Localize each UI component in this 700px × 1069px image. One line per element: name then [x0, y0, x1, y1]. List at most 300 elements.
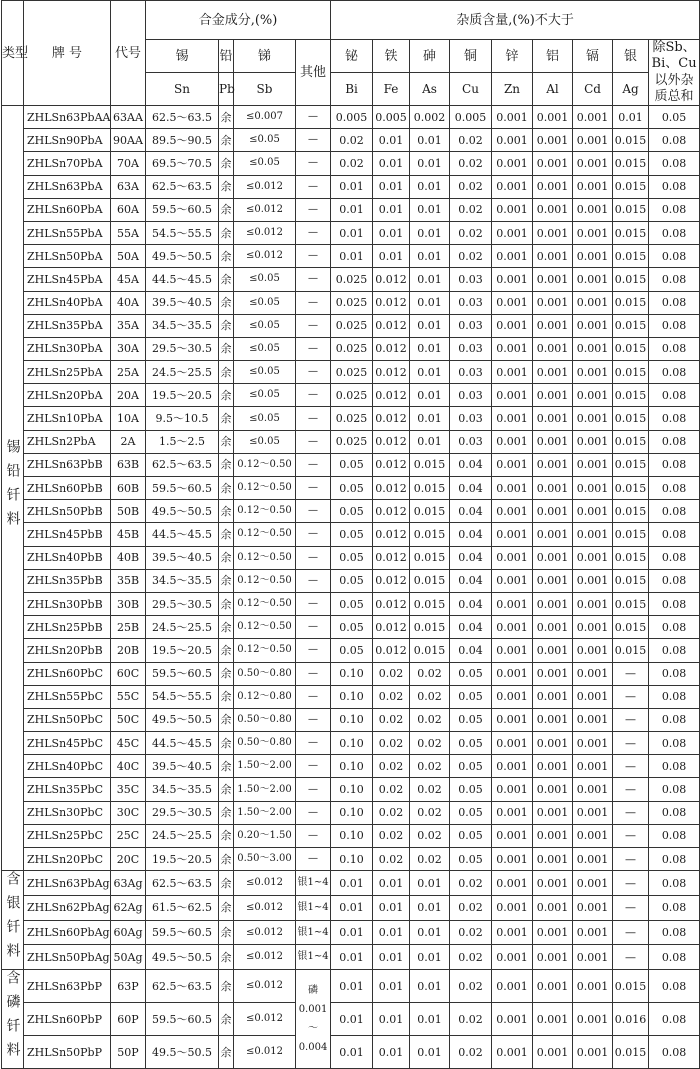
cd-cell: 0.001	[573, 848, 613, 871]
cu-cell: 0.03	[450, 407, 492, 430]
sn-cell: 62.5～63.5	[146, 871, 219, 896]
al-cell: 0.001	[533, 685, 573, 708]
code-cell: 20C	[111, 848, 146, 871]
fe-cell: 0.01	[373, 895, 410, 920]
fe-cell: 0.02	[373, 848, 410, 871]
sb-cell: ≤0.05	[234, 361, 296, 384]
grade-cell: ZHLSn25PbC	[24, 824, 111, 847]
cu-cell: 0.05	[450, 685, 492, 708]
as-cell: 0.01	[410, 129, 450, 152]
code-cell: 60A	[111, 198, 146, 221]
cd-cell: 0.001	[573, 245, 613, 268]
sn-cell: 62.5～63.5	[146, 970, 219, 1003]
sb-cell: 0.12～0.50	[234, 546, 296, 569]
other-cell: —	[296, 546, 331, 569]
zn-cell: 0.001	[492, 477, 533, 500]
cd-cell: 0.001	[573, 755, 613, 778]
as-cell: 0.02	[410, 778, 450, 801]
grade-cell: ZHLSn63PbAA	[24, 106, 111, 129]
ag-cell: 0.015	[613, 616, 649, 639]
fe-cell: 0.01	[373, 175, 410, 198]
zn-cell: 0.001	[492, 970, 533, 1003]
al-cell: 0.001	[533, 198, 573, 221]
bi-cell: 0.02	[331, 129, 373, 152]
bi-cell: 0.02	[331, 152, 373, 175]
bi-cell: 0.01	[331, 198, 373, 221]
sb-cell: ≤0.012	[234, 1003, 296, 1036]
sn-cell: 29.5～30.5	[146, 337, 219, 360]
cu-cell: 0.04	[450, 546, 492, 569]
grade-cell: ZHLSn50PbP	[24, 1036, 111, 1069]
table-row	[2, 314, 700, 337]
grade-cell: ZHLSn45PbB	[24, 523, 111, 546]
cu-cell: 0.02	[450, 871, 492, 896]
fe-cell: 0.02	[373, 685, 410, 708]
code-cell: 50P	[111, 1036, 146, 1069]
zn-cell: 0.001	[492, 945, 533, 970]
header-type: 类型	[2, 1, 24, 106]
al-cell: 0.001	[533, 407, 573, 430]
grade-cell: ZHLSn63PbP	[24, 970, 111, 1003]
cu-cell: 0.04	[450, 616, 492, 639]
as-cell: 0.01	[410, 198, 450, 221]
zn-cell: 0.001	[492, 616, 533, 639]
al-cell: 0.001	[533, 546, 573, 569]
table-row	[2, 1003, 700, 1036]
cu-cell: 0.04	[450, 500, 492, 523]
code-cell: 45A	[111, 268, 146, 291]
fe-cell: 0.012	[373, 430, 410, 453]
sn-cell: 59.5～60.5	[146, 662, 219, 685]
cu-cell: 0.02	[450, 970, 492, 1003]
zn-cell: 0.001	[492, 361, 533, 384]
zn-cell: 0.001	[492, 1003, 533, 1036]
cu-cell: 0.05	[450, 732, 492, 755]
total-impurity-cell: 0.08	[649, 895, 700, 920]
cd-cell: 0.001	[573, 708, 613, 731]
pb-cell: 余	[219, 384, 234, 407]
fe-cell: 0.012	[373, 361, 410, 384]
cu-cell: 0.02	[450, 245, 492, 268]
zn-cell: 0.001	[492, 1036, 533, 1069]
cd-cell: 0.001	[573, 129, 613, 152]
sn-cell: 34.5～35.5	[146, 569, 219, 592]
header-cd: Cd	[573, 73, 613, 106]
sn-cell: 62.5～63.5	[146, 106, 219, 129]
sb-cell: ≤0.012	[234, 871, 296, 896]
code-cell: 63B	[111, 453, 146, 476]
code-cell: 20B	[111, 639, 146, 662]
pb-cell: 余	[219, 221, 234, 244]
cu-cell: 0.02	[450, 1036, 492, 1069]
al-cell: 0.001	[533, 639, 573, 662]
sb-cell: 0.50～0.80	[234, 708, 296, 731]
sb-cell: ≤0.012	[234, 198, 296, 221]
al-cell: 0.001	[533, 500, 573, 523]
al-cell: 0.001	[533, 970, 573, 1003]
bi-cell: 0.10	[331, 732, 373, 755]
other-cell: —	[296, 523, 331, 546]
cu-cell: 0.02	[450, 198, 492, 221]
cu-cell: 0.02	[450, 920, 492, 945]
total-impurity-cell: 0.08	[649, 708, 700, 731]
zn-cell: 0.001	[492, 755, 533, 778]
al-cell: 0.001	[533, 871, 573, 896]
header-aluminium: 铝	[533, 40, 573, 73]
pb-cell: 余	[219, 523, 234, 546]
as-cell: 0.01	[410, 152, 450, 175]
pb-cell: 余	[219, 685, 234, 708]
cd-cell: 0.001	[573, 152, 613, 175]
table-row	[2, 732, 700, 755]
total-impurity-cell: 0.08	[649, 291, 700, 314]
sb-cell: 0.12～0.80	[234, 685, 296, 708]
total-impurity-cell: 0.08	[649, 801, 700, 824]
sb-cell: ≤0.05	[234, 407, 296, 430]
as-cell: 0.01	[410, 970, 450, 1003]
fe-cell: 0.012	[373, 453, 410, 476]
total-impurity-cell: 0.08	[649, 477, 700, 500]
sb-cell: 0.50～0.80	[234, 732, 296, 755]
fe-cell: 0.01	[373, 129, 410, 152]
cd-cell: 0.001	[573, 384, 613, 407]
header-cu: Cu	[450, 73, 492, 106]
fe-cell: 0.012	[373, 500, 410, 523]
code-cell: 70A	[111, 152, 146, 175]
grade-cell: ZHLSn63PbB	[24, 453, 111, 476]
code-cell: 50C	[111, 708, 146, 731]
zn-cell: 0.001	[492, 569, 533, 592]
ag-cell: —	[613, 708, 649, 731]
sb-cell: 0.12～0.50	[234, 453, 296, 476]
zn-cell: 0.001	[492, 824, 533, 847]
fe-cell: 0.012	[373, 337, 410, 360]
ag-cell: —	[613, 920, 649, 945]
fe-cell: 0.01	[373, 198, 410, 221]
ag-cell: 0.015	[613, 970, 649, 1003]
as-cell: 0.01	[410, 361, 450, 384]
sn-cell: 49.5～50.5	[146, 1036, 219, 1069]
grade-cell: ZHLSn30PbA	[24, 337, 111, 360]
pb-cell: 余	[219, 945, 234, 970]
header-tin: 锡	[146, 40, 219, 73]
sn-cell: 59.5～60.5	[146, 198, 219, 221]
cu-cell: 0.02	[450, 895, 492, 920]
zn-cell: 0.001	[492, 871, 533, 896]
other-cell: —	[296, 129, 331, 152]
other-cell: —	[296, 848, 331, 871]
ag-cell: 0.015	[613, 291, 649, 314]
header-copper: 铜	[450, 40, 492, 73]
sb-cell: 1.50～2.00	[234, 755, 296, 778]
table-row	[2, 291, 700, 314]
sb-cell: ≤0.012	[234, 175, 296, 198]
grade-cell: ZHLSn50PbB	[24, 500, 111, 523]
cu-cell: 0.04	[450, 569, 492, 592]
table-row	[2, 453, 700, 476]
pb-cell: 余	[219, 314, 234, 337]
table-row	[2, 361, 700, 384]
total-impurity-cell: 0.08	[649, 129, 700, 152]
fe-cell: 0.012	[373, 268, 410, 291]
cd-cell: 0.001	[573, 945, 613, 970]
pb-cell: 余	[219, 639, 234, 662]
other-cell: —	[296, 778, 331, 801]
table-row	[2, 569, 700, 592]
cd-cell: 0.001	[573, 970, 613, 1003]
sb-cell: 1.50～2.00	[234, 801, 296, 824]
al-cell: 0.001	[533, 1003, 573, 1036]
sn-cell: 89.5～90.5	[146, 129, 219, 152]
cu-cell: 0.04	[450, 453, 492, 476]
as-cell: 0.015	[410, 639, 450, 662]
grade-cell: ZHLSn63PbAg	[24, 871, 111, 896]
cd-cell: 0.001	[573, 106, 613, 129]
cd-cell: 0.001	[573, 500, 613, 523]
sn-cell: 19.5～20.5	[146, 848, 219, 871]
total-impurity-cell: 0.08	[649, 314, 700, 337]
code-cell: 60C	[111, 662, 146, 685]
pb-cell: 余	[219, 1003, 234, 1036]
fe-cell: 0.012	[373, 291, 410, 314]
cd-cell: 0.001	[573, 895, 613, 920]
total-impurity-cell: 0.08	[649, 546, 700, 569]
table-row	[2, 430, 700, 453]
phosphorus-other-cell	[296, 970, 331, 1069]
ag-cell: 0.015	[613, 1036, 649, 1069]
header-cadmium: 镉	[573, 40, 613, 73]
cu-cell: 0.03	[450, 314, 492, 337]
as-cell: 0.01	[410, 1003, 450, 1036]
cd-cell: 0.001	[573, 616, 613, 639]
pb-cell: 余	[219, 1036, 234, 1069]
fe-cell: 0.012	[373, 407, 410, 430]
cd-cell: 0.001	[573, 801, 613, 824]
other-cell: 银1~4	[296, 895, 331, 920]
table-row	[2, 778, 700, 801]
pb-cell: 余	[219, 895, 234, 920]
other-cell: —	[296, 639, 331, 662]
table-row	[2, 685, 700, 708]
as-cell: 0.01	[410, 245, 450, 268]
total-impurity-cell: 0.08	[649, 639, 700, 662]
other-cell: —	[296, 430, 331, 453]
as-cell: 0.01	[410, 268, 450, 291]
total-impurity-cell: 0.08	[649, 662, 700, 685]
code-cell: 55C	[111, 685, 146, 708]
ag-cell: 0.015	[613, 384, 649, 407]
code-cell: 25A	[111, 361, 146, 384]
sn-cell: 61.5～62.5	[146, 895, 219, 920]
table-row	[2, 129, 700, 152]
cu-cell: 0.02	[450, 945, 492, 970]
sb-cell: 0.12～0.50	[234, 592, 296, 615]
as-cell: 0.002	[410, 106, 450, 129]
grade-cell: ZHLSn45PbA	[24, 268, 111, 291]
al-cell: 0.001	[533, 129, 573, 152]
bi-cell: 0.025	[331, 407, 373, 430]
bi-cell: 0.10	[331, 824, 373, 847]
cd-cell: 0.001	[573, 361, 613, 384]
bi-cell: 0.05	[331, 546, 373, 569]
sn-cell: 34.5～35.5	[146, 314, 219, 337]
code-cell: 40A	[111, 291, 146, 314]
other-cell: —	[296, 732, 331, 755]
al-cell: 0.001	[533, 824, 573, 847]
category-tin-lead	[2, 106, 24, 871]
header-zn: Zn	[492, 73, 533, 106]
header-arsenic: 砷	[410, 40, 450, 73]
pb-cell: 余	[219, 291, 234, 314]
bi-cell: 0.05	[331, 477, 373, 500]
zn-cell: 0.001	[492, 848, 533, 871]
sb-cell: ≤0.05	[234, 291, 296, 314]
other-cell: —	[296, 824, 331, 847]
ag-cell: 0.015	[613, 152, 649, 175]
other-cell: —	[296, 685, 331, 708]
other-cell: —	[296, 245, 331, 268]
code-cell: 20A	[111, 384, 146, 407]
cu-cell: 0.04	[450, 639, 492, 662]
al-cell: 0.001	[533, 569, 573, 592]
table-row	[2, 895, 700, 920]
cd-cell: 0.001	[573, 523, 613, 546]
fe-cell: 0.02	[373, 662, 410, 685]
header-al: Al	[533, 73, 573, 106]
grade-cell: ZHLSn20PbB	[24, 639, 111, 662]
al-cell: 0.001	[533, 616, 573, 639]
total-impurity-cell: 0.08	[649, 175, 700, 198]
sn-cell: 39.5～40.5	[146, 546, 219, 569]
sn-cell: 34.5～35.5	[146, 778, 219, 801]
cd-cell: 0.001	[573, 824, 613, 847]
fe-cell: 0.02	[373, 732, 410, 755]
table-row	[2, 152, 700, 175]
zn-cell: 0.001	[492, 337, 533, 360]
fe-cell: 0.02	[373, 824, 410, 847]
sn-cell: 29.5～30.5	[146, 592, 219, 615]
total-impurity-cell: 0.08	[649, 1036, 700, 1069]
zn-cell: 0.001	[492, 778, 533, 801]
other-cell: —	[296, 384, 331, 407]
al-cell: 0.001	[533, 221, 573, 244]
header-as: As	[410, 73, 450, 106]
pb-cell: 余	[219, 198, 234, 221]
sn-cell: 54.5～55.5	[146, 221, 219, 244]
total-impurity-cell: 0.08	[649, 337, 700, 360]
cd-cell: 0.001	[573, 453, 613, 476]
bi-cell: 0.025	[331, 361, 373, 384]
bi-cell: 0.05	[331, 616, 373, 639]
al-cell: 0.001	[533, 920, 573, 945]
cd-cell: 0.001	[573, 268, 613, 291]
grade-cell: ZHLSn35PbB	[24, 569, 111, 592]
grade-cell: ZHLSn55PbA	[24, 221, 111, 244]
header-total-impurity: 除Sb、Bi、Cu以外杂质总和	[649, 40, 700, 106]
as-cell: 0.02	[410, 708, 450, 731]
sb-cell: 0.12～0.50	[234, 616, 296, 639]
zn-cell: 0.001	[492, 801, 533, 824]
bi-cell: 0.025	[331, 291, 373, 314]
fe-cell: 0.012	[373, 616, 410, 639]
al-cell: 0.001	[533, 945, 573, 970]
fe-cell: 0.01	[373, 871, 410, 896]
bi-cell: 0.01	[331, 175, 373, 198]
al-cell: 0.001	[533, 314, 573, 337]
sb-cell: 0.50～0.80	[234, 662, 296, 685]
total-impurity-cell: 0.08	[649, 970, 700, 1003]
as-cell: 0.015	[410, 546, 450, 569]
sn-cell: 59.5～60.5	[146, 477, 219, 500]
table-row	[2, 384, 700, 407]
bi-cell: 0.05	[331, 569, 373, 592]
category-silver	[2, 871, 24, 970]
bi-cell: 0.025	[331, 314, 373, 337]
bi-cell: 0.10	[331, 685, 373, 708]
zn-cell: 0.001	[492, 920, 533, 945]
sb-cell: 0.12～0.50	[234, 523, 296, 546]
sn-cell: 39.5～40.5	[146, 291, 219, 314]
as-cell: 0.01	[410, 175, 450, 198]
sn-cell: 29.5～30.5	[146, 801, 219, 824]
other-cell: —	[296, 361, 331, 384]
total-impurity-cell: 0.08	[649, 778, 700, 801]
code-cell: 25C	[111, 824, 146, 847]
bi-cell: 0.01	[331, 920, 373, 945]
table-row	[2, 662, 700, 685]
zn-cell: 0.001	[492, 245, 533, 268]
header-lead: 铅	[219, 40, 234, 73]
grade-cell: ZHLSn63PbA	[24, 175, 111, 198]
grade-cell: ZHLSn60PbB	[24, 477, 111, 500]
as-cell: 0.015	[410, 569, 450, 592]
table-row	[2, 801, 700, 824]
pb-cell: 余	[219, 546, 234, 569]
total-impurity-cell: 0.08	[649, 569, 700, 592]
sb-cell: ≤0.007	[234, 106, 296, 129]
as-cell: 0.015	[410, 477, 450, 500]
total-impurity-cell: 0.08	[649, 221, 700, 244]
grade-cell: ZHLSn60PbAg	[24, 920, 111, 945]
bi-cell: 0.05	[331, 523, 373, 546]
pb-cell: 余	[219, 708, 234, 731]
grade-cell: ZHLSn25PbA	[24, 361, 111, 384]
code-cell: 60B	[111, 477, 146, 500]
as-cell: 0.01	[410, 221, 450, 244]
other-cell: —	[296, 616, 331, 639]
cu-cell: 0.02	[450, 129, 492, 152]
al-cell: 0.001	[533, 361, 573, 384]
pb-cell: 余	[219, 755, 234, 778]
header-grade: 牌 号	[24, 1, 111, 106]
table-row	[2, 523, 700, 546]
as-cell: 0.01	[410, 384, 450, 407]
code-cell: 45C	[111, 732, 146, 755]
code-cell: 30C	[111, 801, 146, 824]
grade-cell: ZHLSn60PbP	[24, 1003, 111, 1036]
pb-cell: 余	[219, 245, 234, 268]
bi-cell: 0.01	[331, 945, 373, 970]
category-label: 含银钎料	[4, 871, 21, 968]
table-row	[2, 616, 700, 639]
sn-cell: 39.5～40.5	[146, 755, 219, 778]
pb-cell: 余	[219, 175, 234, 198]
total-impurity-cell: 0.08	[649, 500, 700, 523]
sn-cell: 69.5～70.5	[146, 152, 219, 175]
code-cell: 10A	[111, 407, 146, 430]
sb-cell: ≤0.012	[234, 920, 296, 945]
as-cell: 0.02	[410, 662, 450, 685]
